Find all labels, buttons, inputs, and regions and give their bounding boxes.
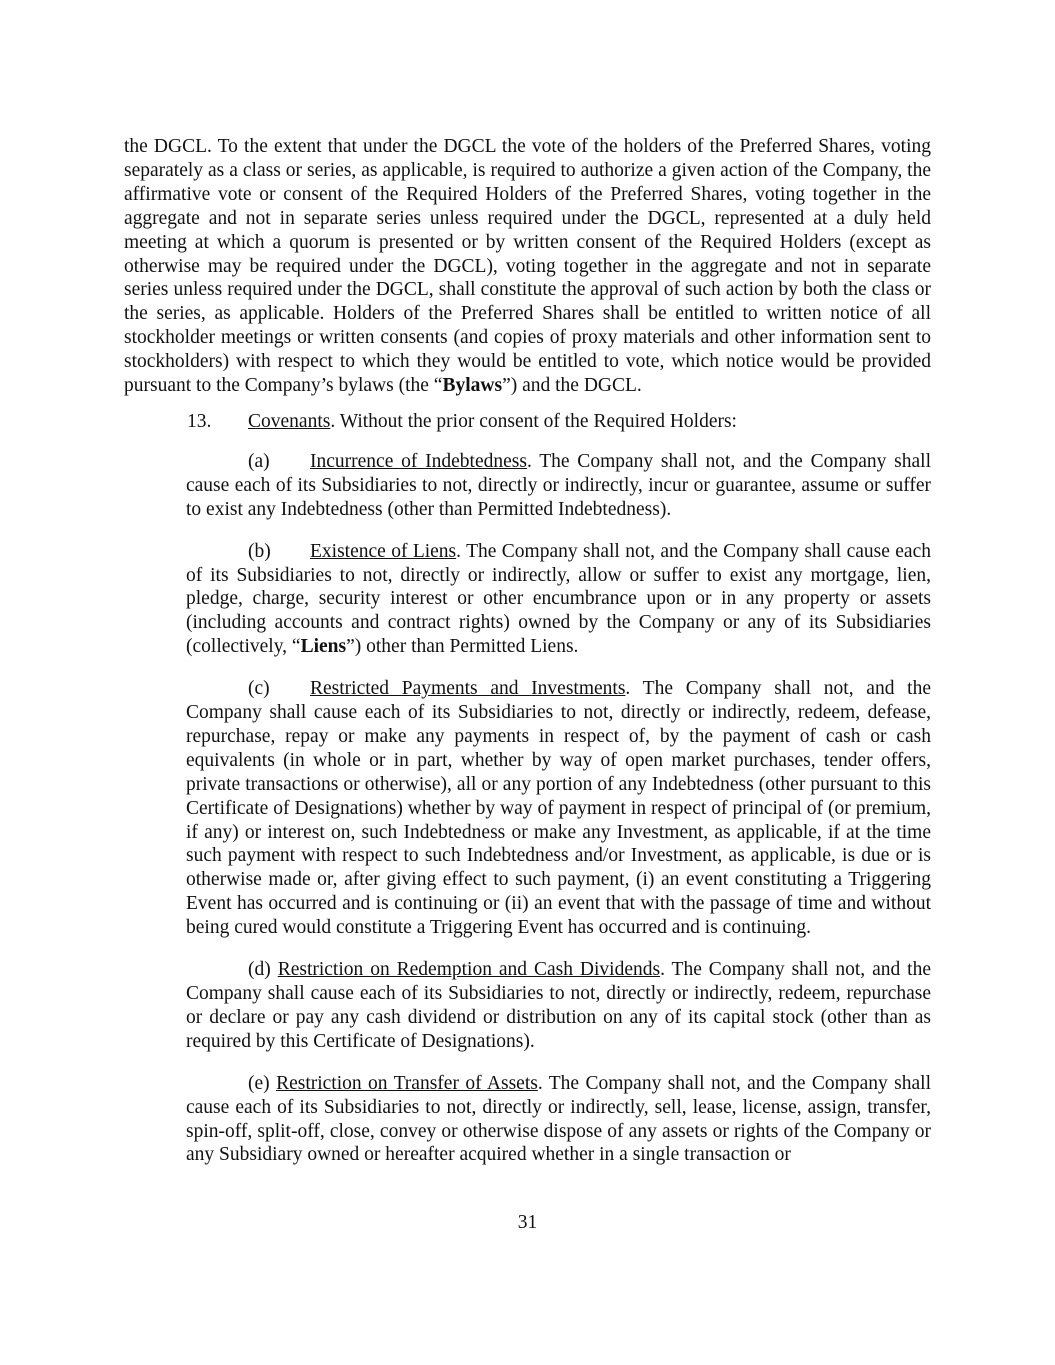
clause-a-title: Incurrence of Indebtedness xyxy=(310,450,527,472)
clause-b xyxy=(186,540,931,660)
clause-b-label: (b) xyxy=(248,540,271,562)
clause-d-title: Restriction on Redemption and Cash Dividends xyxy=(277,959,661,981)
intro-paragraph xyxy=(124,135,931,398)
section-text: . Without the prior consent of the Required Holders: xyxy=(330,410,737,432)
clause-e-text: . The Company shall not, and the Company shall cause each of its Subsidiaries to not, directly or indirectly, sell, lease, license, assign, transfer, spin-off, split-off, close, convey or otherwise dispose of any assets or rights of the Company or any Subsidiary owned or hereafter acquired whether in a single transaction or xyxy=(186,1072,931,1166)
clause-b-text: . The Company shall not, and the Company shall cause each of its Subsidiaries to not, directly or indirectly, allow or suffer to exist any mortgage, lien, pledge, charge, security interest or other encumbrance upon or in any property or assets (including accounts and contract rights) owned by the Company or any of its Subsidiaries (collectively, “ xyxy=(186,540,931,658)
bylaws-defined-term: Bylaws xyxy=(442,375,503,397)
clause-d-label: (d) xyxy=(248,959,271,981)
clause-c-label: (c) xyxy=(248,678,270,700)
clause-c-title: Restricted Payments and Investments xyxy=(310,678,626,700)
clause-d-text: . The Company shall not, and the Company shall cause each of its Subsidiaries to not, directly or indirectly, redeem, repurchase or declare or pay any cash dividend or distribution on any of its capital stock (other than as required by this Certificate of Designations). xyxy=(186,959,931,1052)
clause-b-title: Existence of Liens xyxy=(310,540,457,562)
clause-e-title: Restriction on Transfer of Assets xyxy=(276,1072,538,1094)
clause-a-text: . The Company shall not, and the Company shall cause each of its Subsidiaries to not, directly or indirectly, incur or guarantee, assume or suffer to exist any Indebtedness (other than Permitted Indebtedness). xyxy=(186,450,931,520)
intro-text: the DGCL. To the extent that under the DGCL the vote of the holders of the Preferred Shares, voting separately as a class or series, as applicable, is required to authorize a given action of the Company, the affirmative vote or consent of the Required Holders of the Preferred Shares, voting together in the aggregate and not in separate series unless required under the DGCL, represented at a duly held meeting at which a quorum is presented or by written consent of the Required Holders (except as otherwise may be required under the DGCL), voting together in the aggregate and not in separate series unless required under the DGCL, shall constitute the approval of such action by both the class or the series, as applicable. Holders of the Preferred Shares shall be entitled to written notice of all stockholder meetings or written consents (and copies of proxy materials and other information sent to stockholders) with respect to which they would be entitled to vote, which notice would be provided pursuant to the Company’s bylaws (the “ xyxy=(124,136,931,397)
section-title: Covenants xyxy=(248,410,331,432)
clause-a-label: (a) xyxy=(248,450,270,472)
section-number: 13. xyxy=(187,410,212,432)
clause-b-text-end: ”) other than Permitted Liens. xyxy=(346,636,579,658)
clause-c xyxy=(186,677,931,940)
clause-d xyxy=(186,958,931,1054)
clause-e-label: (e) xyxy=(248,1072,270,1094)
clause-c-text: . The Company shall not, and the Company shall cause each of its Subsidiaries to not, directly or indirectly, redeem, defease, repurchase, repay or make any payments in respect of, by the payment of cash or cash equivalents (in whole or in part, whether by way of open market purchases, tender offers, private transactions or otherwise), all or any portion of any Indebtedness (other pursuant to this Certificate of Designations) whether by way of payment in respect of principal of (or premium, if any) or interest on, such Indebtedness or make any Investment, as applicable, if at the time such payment with respect to such Indebtedness and/or Investment, as applicable, is due or is otherwise made or, after giving effect to such payment, (i) an event constituting a Triggering Event has occurred and is continuing or (ii) an event that with the passage of time and without being cured would constitute a Triggering Event has occurred and is continuing. xyxy=(186,678,931,939)
clause-a xyxy=(186,450,931,522)
document-page xyxy=(124,135,931,1185)
clause-e xyxy=(186,1072,931,1168)
liens-defined-term: Liens xyxy=(300,636,347,658)
intro-text-end: ”) and the DGCL. xyxy=(502,375,642,397)
section-13-heading xyxy=(187,410,931,434)
page-number: 31 xyxy=(517,1212,538,1233)
